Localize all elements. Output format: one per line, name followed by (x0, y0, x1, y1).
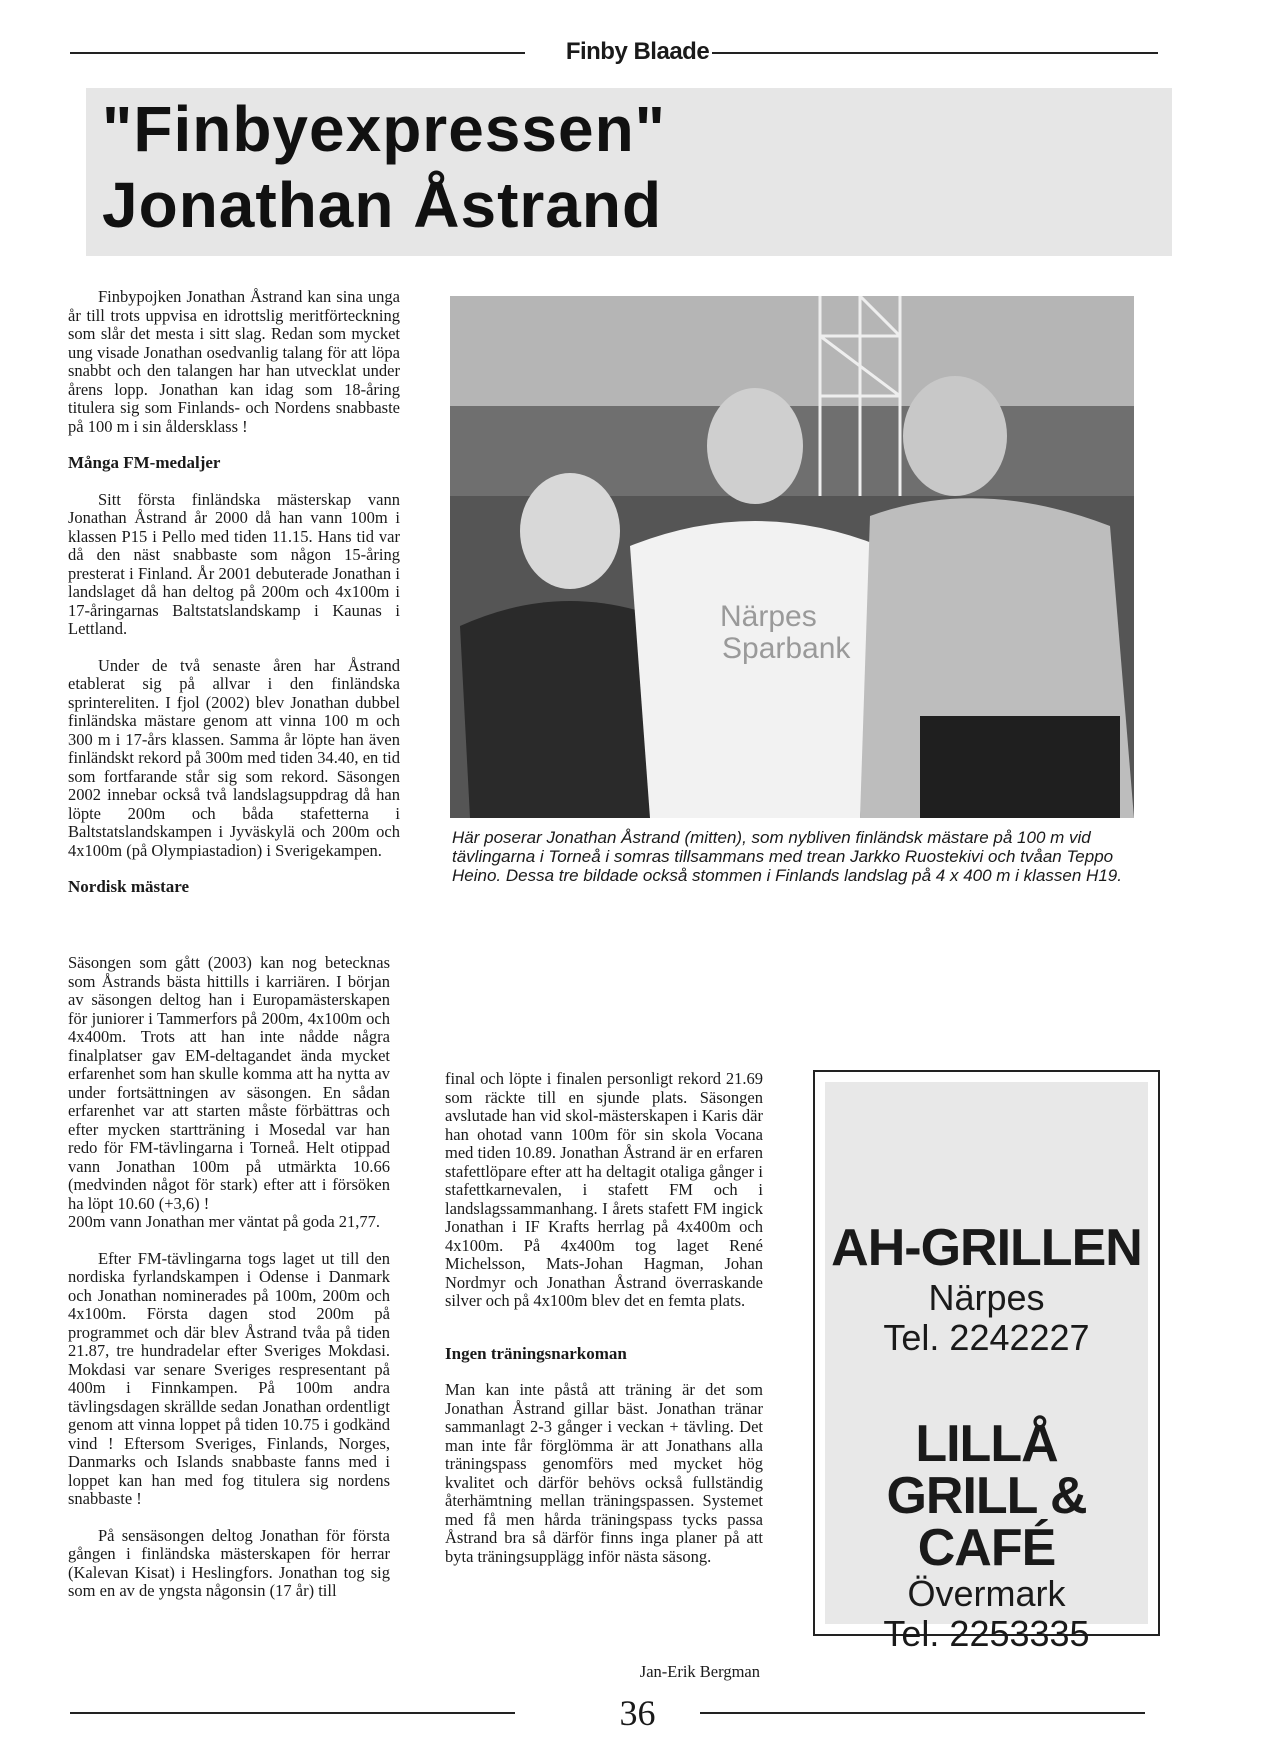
advertisement (813, 1070, 1160, 1654)
photo-caption: Här poserar Jonathan Åstrand (mitten), som nybliven finländsk mästare på 100 m vid tävlingarna i Torneå i somras tillsammans med trean Jarkko Ruostekivi och tvåan Teppo Heino. Dessa tre bildade också stommen i Finlands landslag på 4 x 400 m i klassen H19. (452, 828, 1122, 885)
paragraph: Man kan inte påstå att träning är det som Jonathan Åstrand gillar bäst. Jonathan tränar sammanlagt 2-3 gånger i veckan + tävling. Det man inte får förglömma är att Jonathans alla träningspass genomförs med mycket hög kvalitet och därför behövs också fullständig återhämtning mellan träningspassen. Systemet med få men hårda träningspass tycks passa Åstrand bra så därför finns inga planer på att byta träningsupplägg inför nästa säsong. (445, 1380, 763, 1566)
paragraph: Under de två senaste åren har Åstrand etablerat sig på allvar i den finländska sprintereliten. I fjol (2002) blev Jonathan dubbel finländska mästare genom att vinna 100 m och 300 m i 17-års klassen. Samma år löpte han även finländskt rekord på 300m med tiden 34.40, en tid som fortfarande står sig som rekord. Säsongen 2002 innebar också två landslagsuppdrag då han löpte 200m och båda stafetterna i Baltstatslandskampen i Jyväskylä och 200m och 4x100m (på Olympiastadion) i Sverigekampen. (68, 655, 400, 860)
ad-town-2: Övermark (907, 1573, 1066, 1614)
footer-rule-right (700, 1712, 1145, 1714)
paragraph: final och löpte i finalen personligt rekord 21.69 som räckte till en sjunde plats. Säsongen avslutade han vid skol-mästerskapen i Karis där han ohotad vann 100m för sin skola Vocana med tiden 10.89. Jonathan Åstrand är en erfaren stafettlöpare efter att ha deltagit otaliga gånger i stafettkarnevalen, i stafett FM och i landslagssammanhang. I årets stafett FM ingick Jonathan i IF Krafts herrlag på 4x400m och 4x100m. På 4x400m tog laget René Michelsson, Mats-Johan Hagman, Johan Nordmyr och Jonathan Åstrand överraskande silver och på 4x100m blev det en femta plats. (445, 1069, 763, 1310)
author-signature: Jan-Erik Bergman (639, 1662, 760, 1681)
intro-paragraph: Finbypojken Jonathan Åstrand kan sina unga år till trots uppvisa en idrottslig meritförteckning som slår det mesta i sitt slag. Redan som mycket ung visade Jonathan osedvanlig talang för att löpa snabbt och den talangen har han utvecklat under årens lopp. Jonathan kan idag som 18-åring titulera sig som Finlands- och Nordens snabbaste på 100 m i sin åldersklass ! (68, 287, 400, 436)
athletes-photo-illustration (450, 296, 1134, 818)
title-line-1: "Finbyexpressen" (102, 93, 666, 165)
athletes-photo (450, 296, 1134, 818)
advertisement-inner (825, 1082, 1148, 1654)
paragraph: 200m vann Jonathan mer väntat på goda 21,77. (68, 1212, 381, 1231)
ad-phone-1: Tel. 2242227 (883, 1317, 1090, 1358)
page-number: 36 (619, 1693, 656, 1733)
section-heading-training: Ingen träningsnarkoman (445, 1343, 627, 1363)
paragraph: Efter FM-tävlingarna togs laget ut till den nordiska fyrlandskampen i Odense i Danmark och Jonathan nominerades på 100m, 200m och 4x100m. Första dagen stod 200m på programmet och där blev Åstrand tvåa på tiden 21.87, tre hundradelar efter Sveriges Mokdasi. Mokdasi var senare Sveriges respresentant på 400m i Finnkampen. På 100m andra tävlingsdagen skrällde sedan Jonathan ordentligt genom att vinna loppet på tiden 10.75 i godkänd vind ! Eftersom Sveriges, Finlands, Norges, Danmarks och Islands snabbaste fanns med i loppet kan han med fog titulera sig nordens snabbaste ! (68, 1248, 390, 1508)
ad-phone-2: Tel. 2253335 (883, 1613, 1090, 1654)
paragraph: Säsongen som gått (2003) kan nog betecknas som Åstrands bästa hittills i karriären. I början av säsongen deltog han i Europamästerskapen för juniorer i Tammerfors på 200m, 4x100m och 4x400m. Trots att han inte nådde några finalplatser gav EM-deltagandet ända mycket erfarenhet som han skulle komma att ha nytta av under fortsättningen av säsongen. En sådan erfarenhet var att starten måste förbättras och efter mycken startträning i Mosedal var han redo för FM-tävlingarna i Torneå. Helt otippad vann Jonathan 100m på utmärkta 10.66 (medvinden något för stark) efter att i försöken ha löpt 10.60 (+3,6) ! (68, 953, 390, 1213)
ad-town-1: Närpes (928, 1277, 1045, 1318)
title-line-2: Jonathan Åstrand (102, 169, 663, 241)
left-column-bottom (68, 954, 390, 1619)
paragraph: På sensäsongen deltog Jonathan för första gången i finländska mästerskapen för herrar (Kalevan Kisat) i Heslingfors. Jonathan tog sig som en av de yngsta någonsin (17 år) till (68, 1525, 390, 1600)
section-heading-medals: Många FM-medaljer (68, 453, 221, 472)
shirt-text-2: Sparbank (722, 632, 851, 665)
shirt-text-1: Närpes (720, 600, 817, 633)
ad-business-name-2b: GRILL & CAFÉ (886, 1467, 1087, 1577)
title-block (86, 88, 1172, 256)
header-rule-right (712, 52, 1158, 54)
section-heading-nordic: Nordisk mästare (68, 877, 190, 896)
left-column-top (68, 288, 400, 915)
middle-column (445, 1070, 763, 1584)
ad-business-name-1: AH-GRILLEN (831, 1219, 1142, 1277)
paragraph: Sitt första finländska mästerskap vann Jonathan Åstrand år 2000 då han vann 100m i klassen P15 i Pello med tiden 11.15. Hans tid var då den näst snabbaste som någon 15-åring presterat i Finland. År 2001 debuterade Jonathan i landslaget då han deltog på 200m och 4x100m i 17-åringarnas Baltstatslandskamp i Kaunas i Lettland. (68, 489, 400, 638)
masthead: Finby Blaade (565, 38, 710, 65)
ad-business-name-2a: LILLÅ (915, 1415, 1058, 1473)
